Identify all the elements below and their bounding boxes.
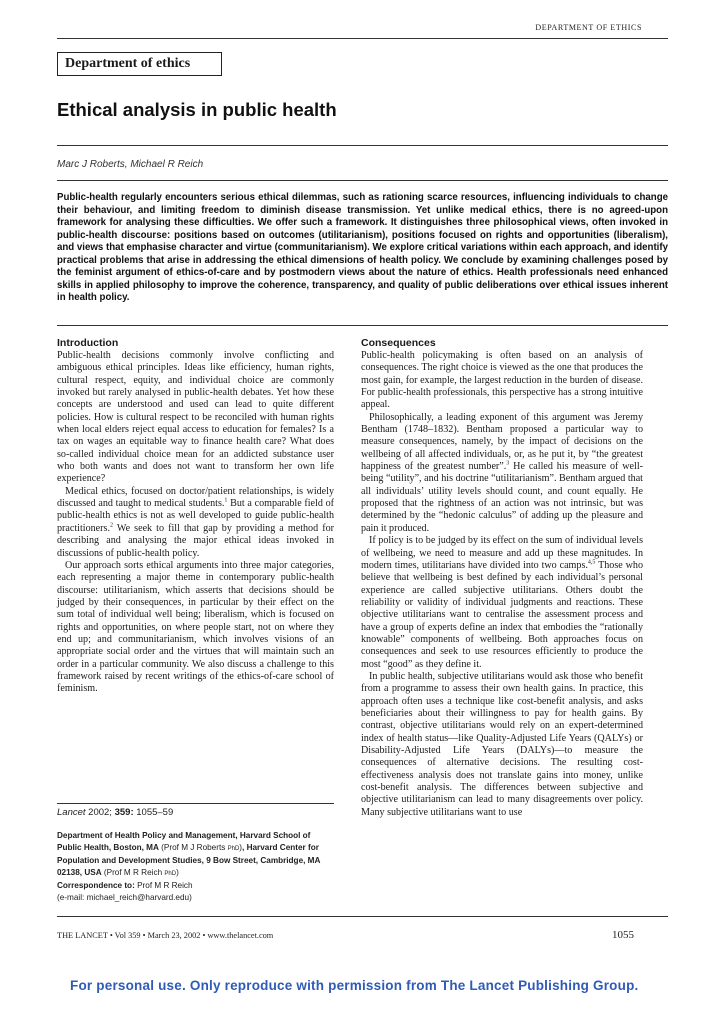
correspondence-name: Prof M R Reich [134,881,193,890]
paren: ) [176,868,179,877]
affiliation-person: (Prof M J Roberts [158,843,228,852]
abstract-rule [57,325,668,326]
affiliations [57,830,334,880]
paragraph: Our approach sorts ethical arguments into three major categories, each representing a major theme in contemporary public-health discourse: utilitarianism, which asserts that decisions should be judged by their consequences, in particular by their effect on the sum total of individual well being; liberalism, which is focused on rights and opportunities, on where people start, not on where they end up; and communitarianism, which involves visions of an appropriate social order and the virtues that will maintain such an order in a particular community. We also discuss a challenge to this framework raised by recent writings of the ethics-of-care school of feminism. [57,559,334,695]
paragraph: In public health, subjective utilitarians would ask those who benefit from a programme to assess their own health gains. In practice, this approach often uses a technique like cost-benefit analysis, and asks beneficiaries about their willingness to pay for health gains. By contrast, objective utilitarians would rely on an expert-determined index of health status—like Quality-Adjusted Life Years (QALYs) or Disability-Adjusted Life Years (DALYs)—to measure the consequences of alternative decisions. The resulting cost-effectiveness analysis does not translate gains into money, unlike cost-benefit analysis. The differences between subjective and objective utilitarianism can lead to many disagreements over policy. Many subjective utilitarians want to use [361,670,643,818]
running-head: DEPARTMENT OF ETHICS [535,23,642,32]
text-run: Those who believe that wellbeing is best defined by each individual’s personal experience are called subjective utilitarians. Others doubt the reliability or validity of individual judgments and reactions. These objective utilitarians want to centralise the assessment process and have a group of experts define an index that embodies the “rationally knowable” components of wellbeing. Both approaches focus on consequences and seek to use resources efficiently to produce the most “good” as they define it. [361,559,643,670]
article-title: Ethical analysis in public health [57,99,337,120]
citation-rule [57,803,334,804]
paren: ) [239,843,243,852]
reference-marker[interactable]: 2 [109,522,113,529]
reference-marker[interactable]: 1 [224,497,228,504]
text-run: We seek to fill that gap by providing a method for describing and analysing the major ethical ideas invoked in discussions of public-health policy. [57,522,334,559]
header-rule [57,38,668,39]
citation-pages: 1055–59 [133,807,174,818]
text-run: Medical ethics, focused on doctor/patient relationships, is widely discussed and taught to medical students. [57,485,334,510]
page-number: 1055 [612,929,634,941]
text-run: If policy is to be judged by its effect on the sum of individual levels of wellbeing, we need to measure and add up these magnitudes. In modern times, utilitarians have divided into two camps. [361,535,643,571]
section-heading-introduction: Introduction [57,337,119,349]
journal-name: Lancet [57,807,86,818]
authors-rule [57,180,668,181]
paragraph: Public-health policymaking is often based on an analysis of consequences. The right choice is viewed as the one that produces the most gain, for example, the largest reduction in the burden of disease. For public-health professionals, this perspective has a strong intuitive appeal. [361,350,643,411]
section-label: Department of ethics [57,52,222,76]
reference-marker[interactable]: 4,5 [587,559,596,566]
affiliation-institution: , Harvard Center for Population and Development Studies, 9 Bow Street, Cambridge, MA 02138, USA [57,843,321,877]
author-list: Marc J Roberts, Michael R Reich [57,159,204,170]
title-rule [57,145,668,146]
citation-volume: 359: [114,807,134,818]
footer-rule [57,916,668,917]
citation-year: 2002; [85,807,115,818]
degree: PhD [164,871,177,877]
correspondence [57,880,334,904]
text-run: But a comparable field of public-health ethics is not as well developed to guide public-health practitioners. [57,498,334,534]
affiliation-institution: Department of Health Policy and Management, Harvard School of Public Health, Boston, MA [57,831,311,852]
paragraph [57,486,334,560]
footer-journal-info: THE LANCET • Vol 359 • March 23, 2002 • www.thelancet.com [57,931,274,940]
affiliation-person: (Prof M R Reich [101,868,165,877]
abstract: Public-health regularly encounters serious ethical dilemmas, such as rationing scarce resources, influencing individuals to change their behaviour, and limiting freedom to diminish disease transmission. Yet unlike medical ethics, there is no agreed-upon framework for analysing these difficulties. We offer such a framework. It distinguishes three philosophical views, often invoked in public-health discourse: positions based on outcomes (utilitarianism), positions focused on rights and opportunities (liberalism), and views that emphasise character and virtue (communitarianism). We explore critical variations within each approach, and identify practical problems that arise in addressing the ethical dimensions of health policy. We conclude by examining challenges posed by the feminist argument of ethics-of-care and by postmodern views about the nature of ethics. Health professionals need enhanced skills in applied philosophy to improve the coherence, transparency, and quality of public deliberations over ethical issues inherent in health policy. [57,192,668,304]
degree: PhD [227,846,240,852]
reference-marker[interactable]: 3 [506,460,510,467]
paragraph [361,535,643,671]
text-run: He called his measure of well-being “utility”, and his doctrine “utilitarianism”. Bentham argued that all individuals’ utility levels should count, and count equally. He proposed that the rightness of an action was not intrinsic, but was determined by the “hedonic calculus” of adding up the pleasure and pain it produced. [361,461,643,534]
left-column [57,337,334,696]
citation [57,807,173,818]
paragraph: Public-health decisions commonly involve conflicting and ambiguous ethical principles. Ideas like efficiency, human rights, cultural respect, equity, and individual choice are commonly invoked but rarely analysed in public-health debates. Yet how these concepts are understood and used can lead to quite different policies. How is cultural respect to be reconciled with human rights when local elders reject equal access to education for females? Is a tax on wages an equitable way to finance health care? What does so-called individual choice mean for an addicted substance user who both wants and does not want to transform her own life experience? [57,350,334,485]
text-run: Philosophically, a leading exponent of this argument was Jeremy Bentham (1748–1832). Bentham proposed a particular way to measure consequences, namely, by the impact of decisions on the wellbeing of all affected individuals, or, as he put it, by “the greatest happiness of the greatest number”. [361,411,643,473]
section-heading-consequences: Consequences [361,337,436,349]
right-column [361,337,643,819]
usage-notice: For personal use. Only reproduce with permission from The Lancet Publishing Group. [70,978,639,993]
paragraph [361,412,643,535]
correspondence-email[interactable]: (e-mail: michael_reich@harvard.edu) [57,893,192,902]
correspondence-label: Correspondence to: [57,881,135,890]
